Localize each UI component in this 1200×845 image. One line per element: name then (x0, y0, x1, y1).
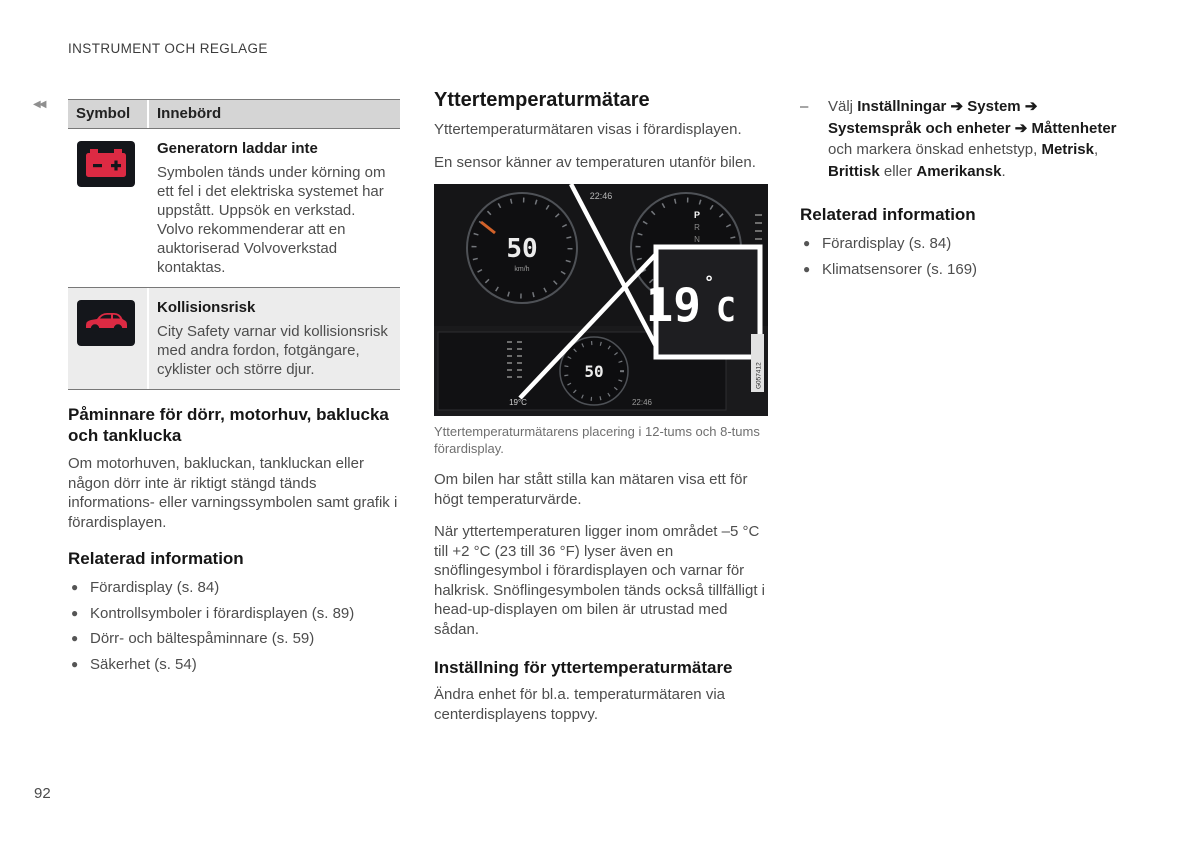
list-item (800, 234, 1134, 254)
list-item (68, 604, 400, 624)
outside-temp-8in: 19°C (509, 398, 527, 407)
bullet-icon: ● (803, 261, 811, 276)
related-info-heading: Relaterad information (800, 205, 976, 224)
list-item (68, 655, 400, 675)
cluster-image (434, 184, 768, 416)
step-text-segment: , (1093, 141, 1099, 158)
symbol-title: Kollisionsrisk (157, 299, 256, 316)
list-item (68, 629, 400, 649)
bullet-icon: ● (803, 236, 811, 250)
temp-value: 19 (645, 278, 701, 332)
prev-page-icon: ◀◀ (33, 99, 45, 110)
symbol-cell (68, 129, 147, 287)
meaning-cell (149, 288, 400, 389)
figure-caption: Yttertemperaturmätarens placering i 12-tums och 8-tums förardisplay. (434, 424, 760, 456)
related-link: Klimatsensorer (s. 169) (822, 260, 978, 278)
menu-item-installningar: Inställningar (857, 98, 947, 115)
collision-risk-icon (77, 300, 135, 346)
option-brittisk: Brittisk (828, 162, 880, 180)
degree-symbol: ° (704, 273, 715, 293)
section-heading-reminder: Påminnare för dörr, motorhuv, baklucka och tanklucka (68, 405, 389, 445)
bullet-icon: ● (71, 605, 79, 620)
paragraph-standing-still: Om bilen har stått stilla kan mätaren visa ett för högt temperaturvärde. (434, 471, 748, 508)
settings-path-step (800, 96, 1134, 182)
speed-value-8in: 50 (584, 362, 604, 381)
symbol-description: Symbolen tänds under körning om ett fel i det elektriska systemet har uppstått. Uppsök en verkstad. Volvo rekommenderar att en auktoriserad Volvoverkstad kontaktas. (157, 164, 386, 276)
arrow-icon: ➔ (1020, 98, 1038, 115)
table-row (68, 129, 400, 288)
symbol-table (68, 99, 400, 390)
symbol-table-header (68, 99, 400, 129)
step-text-segment: eller (879, 162, 917, 180)
related-link: Kontrollsymboler i förardisplayen (s. 89) (90, 604, 355, 622)
menu-item-mattenheter: Måttenheter (1031, 119, 1117, 137)
intro-line: Yttertemperaturmätaren visas i förardisplayen. (434, 121, 742, 138)
column-header-symbol: Symbol (68, 100, 147, 128)
speedometer-gauge-12in (467, 193, 577, 303)
clock-8in: 22:46 (631, 398, 653, 407)
setting-heading: Inställning för yttertemperaturmätare (434, 658, 733, 677)
page-number: 92 (34, 785, 51, 802)
table-row (68, 288, 400, 390)
paragraph-snowflake: När yttertemperaturen ligger inom området –5 °C till +2 °C (23 till 36 °F) lyser även en snöflingesymbol i förardisplayen och varnar för halkrisk. Snöflingesymbolen tänds också tillfälligt i head-up-displayen om bilen är utrustad med sådan. (434, 523, 765, 638)
option-metrisk: Metrisk (1041, 141, 1094, 158)
related-info-list (800, 234, 1134, 279)
related-link: Förardisplay (s. 84) (90, 579, 220, 596)
related-link: Förardisplay (s. 84) (822, 235, 952, 252)
column-header-meaning: Innebörd (149, 100, 400, 128)
chapter-header: INSTRUMENT OCH REGLAGE (68, 41, 268, 56)
meaning-cell (149, 129, 400, 287)
settings-path-text (828, 96, 1134, 182)
left-column (68, 99, 400, 680)
list-item (800, 260, 1134, 280)
gear-indicator-p: P (693, 210, 701, 220)
speed-value-12in: 50 (506, 234, 538, 264)
battery-warning-icon (77, 141, 135, 187)
figure-id-label (751, 334, 764, 392)
menu-item-system: System (967, 98, 1021, 115)
symbol-description: City Safety varnar vid kollisionsrisk med andra fordon, fotgängare, cyklister och större djur. (157, 323, 388, 378)
clock-12in: 22:46 (589, 191, 613, 201)
article-title: Yttertemperaturmätare (434, 89, 650, 111)
temp-unit: C (716, 290, 736, 329)
step-text-segment: Välj (828, 98, 858, 115)
reminder-body: Om motorhuven, bakluckan, tankluckan eller någon dörr inte är riktigt stängd tänds informations- eller varningssymbolen samt grafik i förardisplayen. (68, 455, 398, 531)
gear-indicator-r: R (694, 223, 700, 232)
symbol-title: Generatorn laddar inte (157, 140, 318, 157)
option-amerikansk: Amerikansk (916, 162, 1002, 180)
battery-icon-glyph (85, 149, 127, 179)
right-column (800, 96, 1134, 285)
setting-body: Ändra enhet för bl.a. temperaturmätaren via centerdisplayens toppvy. (434, 686, 725, 723)
bullet-icon: ● (71, 631, 79, 645)
bullet-icon: ● (71, 656, 79, 671)
related-info-heading: Relaterad information (68, 549, 244, 568)
menu-item-systemsprak: Systemspråk och enheter (828, 119, 1011, 137)
middle-column (434, 88, 768, 724)
speed-unit-label: km/h (514, 266, 530, 273)
arrow-icon: ➔ (946, 98, 968, 115)
step-text-segment: och markera önskad enhetstyp, (828, 141, 1042, 158)
instrument-cluster-figure (434, 184, 768, 457)
bullet-icon: ● (71, 580, 79, 594)
list-item (68, 578, 400, 598)
related-link: Säkerhet (s. 54) (90, 655, 197, 673)
symbol-cell (68, 288, 147, 389)
temp-callout-box (646, 247, 760, 357)
related-info-list (68, 578, 400, 674)
figure-id-text: G057412 (755, 362, 763, 389)
arrow-icon: ➔ (1010, 119, 1032, 137)
gear-indicator-n: N (694, 235, 700, 244)
list-dash: – (800, 98, 809, 115)
related-link: Dörr- och bältespåminnare (s. 59) (90, 630, 315, 647)
car-icon-glyph (84, 312, 128, 334)
step-text-segment: . (1001, 162, 1006, 180)
paragraph-sensor: En sensor känner av temperaturen utanför bilen. (434, 153, 756, 171)
